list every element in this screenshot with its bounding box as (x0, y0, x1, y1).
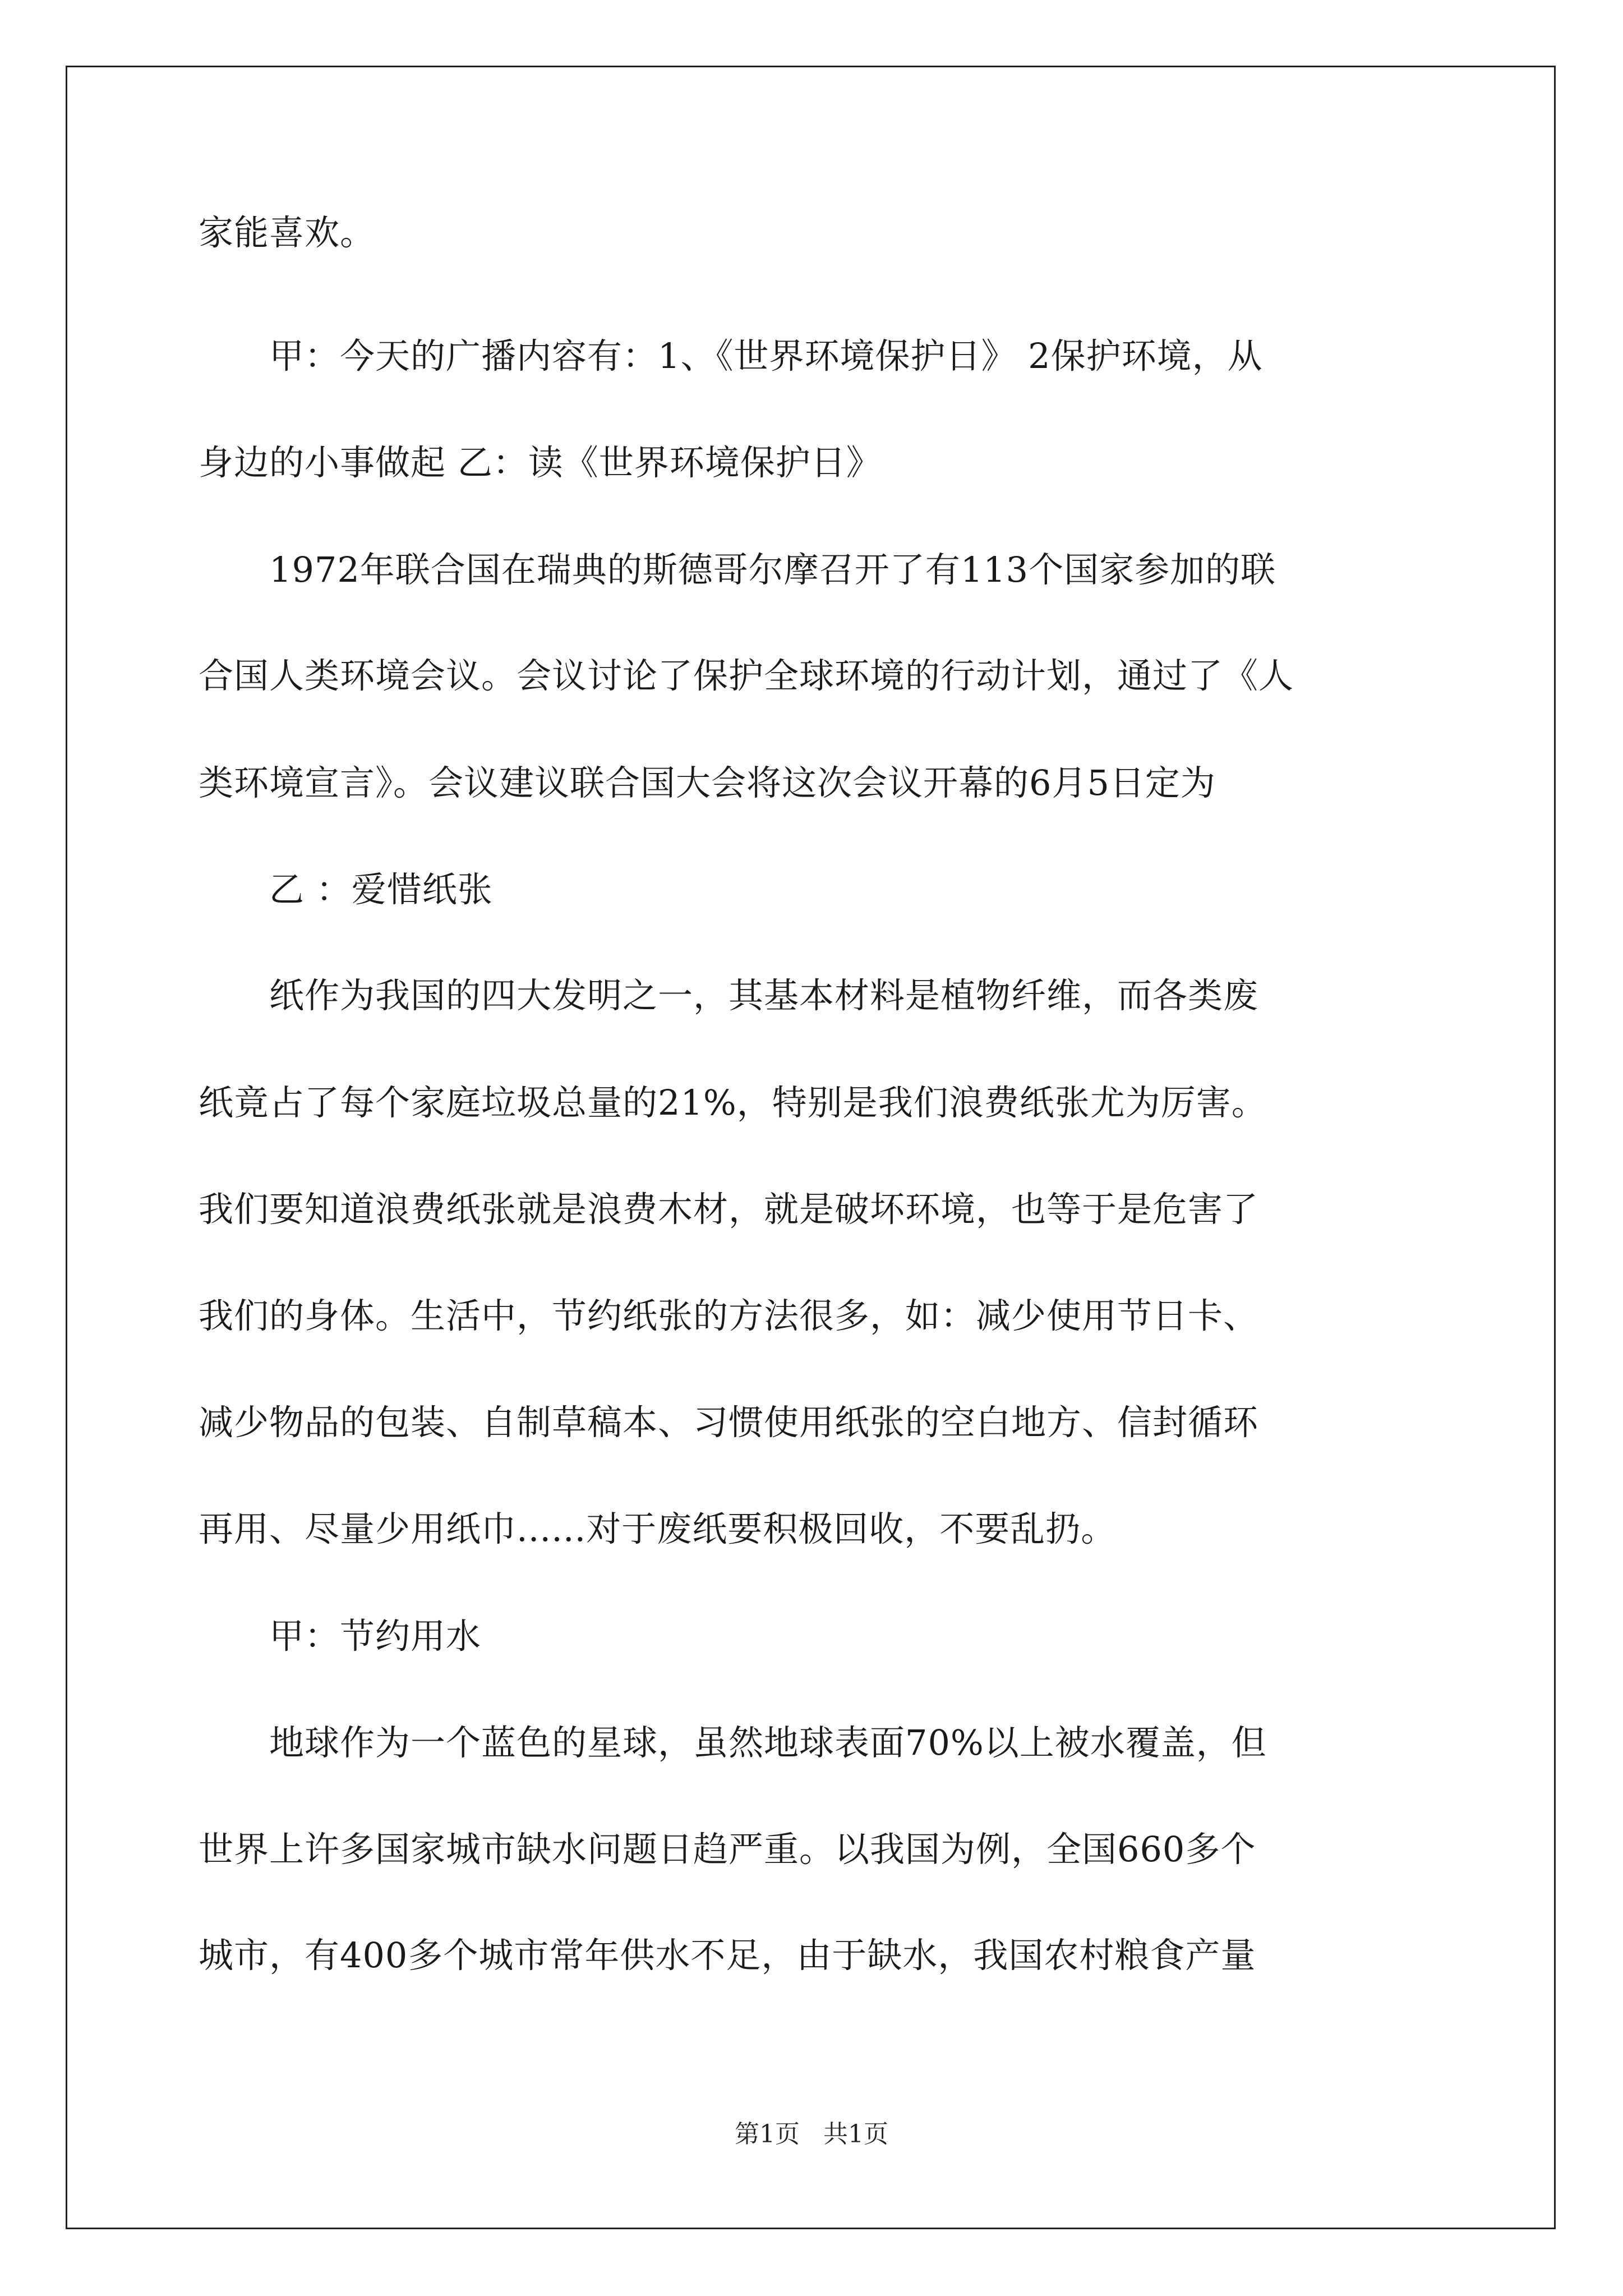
text-line: 家能喜欢。 (199, 212, 376, 253)
text-line: 世界上许多国家城市缺水问题日趋严重。以我国为例，全国660多个 (199, 1829, 1256, 1870)
text-line: 合国人类环境会议。会议讨论了保护全球环境的行动计划，通过了《人 (199, 655, 1294, 696)
text-line: 类环境宣言》。会议建议联合国大会将这次会议开幕的6月5日定为 (199, 762, 1216, 803)
text-line: 我们要知道浪费纸张就是浪费木材，就是破坏环境，也等于是危害了 (199, 1189, 1259, 1230)
text-line: 乙 ：爱惜纸张 (199, 869, 493, 910)
text-line: 甲：节约用水 (199, 1616, 482, 1657)
text-line: 我们的身体。生活中，节约纸张的方法很多，如：减少使用节日卡、 (199, 1295, 1259, 1336)
page-footer: 第1页 共1页 (735, 2120, 888, 2148)
text-line: 纸竟占了每个家庭垃圾总量的21%，特别是我们浪费纸张尤为厉害。 (199, 1082, 1267, 1123)
text-line: 甲：今天的广播内容有：1、《世界环境保护日》 2保护环境，从 (199, 335, 1263, 376)
text-line: 再用、尽量少用纸巾......对于废纸要积极回收，不要乱扔。 (199, 1508, 1117, 1549)
text-line: 城市，有400多个城市常年供水不足，由于缺水，我国农村粮食产量 (199, 1935, 1256, 1976)
text-line: 身边的小事做起 乙：读《世界环境保护日》 (199, 442, 882, 483)
text-line: 减少物品的包装、自制草稿本、习惯使用纸张的空白地方、信封循环 (199, 1402, 1259, 1443)
text-line: 地球作为一个蓝色的星球，虽然地球表面70%以上被水覆盖，但 (199, 1722, 1267, 1763)
page-border (66, 66, 1556, 2229)
text-line: 1972年联合国在瑞典的斯德哥尔摩召开了有113个国家参加的联 (199, 549, 1276, 590)
text-line: 纸作为我国的四大发明之一，其基本材料是植物纤维，而各类废 (199, 975, 1259, 1016)
